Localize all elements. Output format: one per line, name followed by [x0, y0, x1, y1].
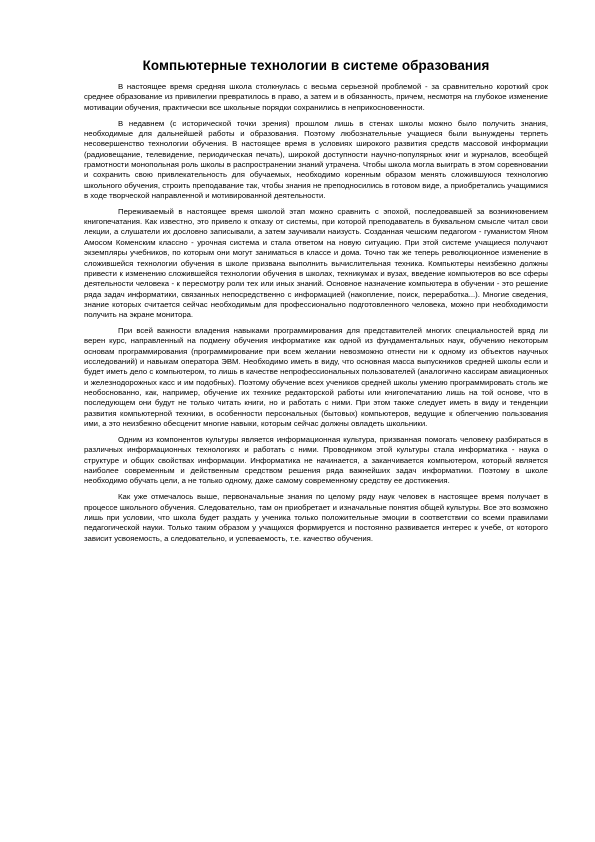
- paragraph-5: Одним из компонентов культуры является информационная культура, призванная помогать человеку разбираться в различных информационных технологиях и работать с ними. Проводником этой культуры стала информатика - наука о структуре и общих свойствах информации. Информатика не начинается, а заканчивается компьютером, который является наиболее современным и действенным средством решения ряда важнейших задач информатики. Поэтому в школе необходимо обучать цели, а не только одному, даже самому современному средству ее достижения.: [84, 435, 548, 486]
- paragraph-2: В недавнем (с исторической точки зрения) прошлом лишь в стенах школы можно было получить знания, необходимые для дальнейшей работы и образования. Поэтому любознательные учащиеся были вынуждены терпеть несовершенство технологии обучения. В настоящее время в условиях широкого развития средств массовой информации (радиовещание, телевидение, периодическая печать), широкой доступности научно-популярных книг и журналов, всеобщей грамотности монопольная роль школы в распространении знаний утрачена. Чтобы школа могла выиграть в этом соревновании и сохранить свою привлекательность для обучаемых, необходимо коренным образом менять сложившуюся технологию школьного обучения, строить преподавание так, чтобы знания не преподносились в готовом виде, а приобретались учащимися в ходе творческой направленной и мотивированной деятельности.: [84, 118, 548, 200]
- paragraph-4: При всей важности владения навыками программирования для представителей многих специальностей вряд ли верен курс, направленный на подмену обучения информатике как одной из фундаментальных наук, обучению некоторым основам программирования (программирование при всем желании невозможно отнести ни к одному из объектов научных исследований) и навыкам оператора ЭВМ. Необходимо иметь в виду, что основная масса выпускников средней школы если и будет иметь дело с компьютером, то лишь в качестве непрофессиональных пользователей (аналогично кассирам авиационных и железнодорожных касс и им подобных). Поэтому обучение всех учеников средней школы умению программировать столь же необоснованно, как, например, обучение их технике редакторской работы или книгопечатанию лишь на той основе, что в последующем они будут не только читать книги, но и работать с ними. При этом также следует иметь в виду и тенденции развития компьютерной техники, в особенности персональных (бытовых) компьютеров, ведущие к облегчению пользования ими, а это неизбежно обесценит многие навыки, которым сейчас должны овладеть школьники.: [84, 326, 548, 429]
- paragraph-6: Как уже отмечалось выше, первоначальные знания по целому ряду наук человек в настоящее время получает в процессе школьного обучения. Следовательно, там он приобретает и изначальные понятия общей культуры. Все это возможно лишь при условии, что школа будет раздать у ученика только положительные эмоции в соответствии со всеми правилами педагогической науки. Только таким образом у учащихся формируется и постоянно развивается интерес к учебе, от которого зависит усвояемость, а следовательно, и успеваемость, т.е. качество обучения.: [84, 492, 548, 543]
- paragraph-1: В настоящее время средняя школа столкнулась с весьма серьезной проблемой - за сравнительно короткий срок среднее образование из привилегии превратилось в право, а затем и в обязанность, причем, несмотря на глубокое изменение мотивации обучения, практически все школьные порядки сохранились в неприкосновенности.: [84, 82, 548, 112]
- document-title: Компьютерные технологии в системе образования: [142, 58, 490, 73]
- document-body: [84, 82, 548, 549]
- paragraph-3: Переживаемый в настоящее время школой этап можно сравнить с эпохой, последовавшей за возникновением книгопечатания. Как известно, это привело к отказу от системы, при которой преподаватель в буквальном смысле читал свои лекции, а слушатели их дословно записывали, а затем заучивали наизусть. Созданная чешским педагогом - гуманистом Яном Амосом Коменским классно - урочная система и стала ответом на новую ситуацию. При этой системе учащиеся получают экземпляры учебников, по которым они могут заниматься в классе и дома. Точно так же теперь революционное изменение в сложившейся технологии обучения в школе призвана выполнить вычислительная техника. Компьютеры неизбежно должны привести к изменению сложившейся технологии обучения в школах, техникумах и вузах, введение компьютеров во все сферы деятельности человека - к пересмотру роли тех или иных знаний. Основное назначение компьютера в обучении - это решение ряда задач информатики, связанных непосредственно с информацией (накопление, поиск, переработка...). Многие сведения, знание которых считается сейчас необходимым для профессионально подготовленного человека, можно при необходимости получить на экране монитора.: [84, 206, 548, 320]
